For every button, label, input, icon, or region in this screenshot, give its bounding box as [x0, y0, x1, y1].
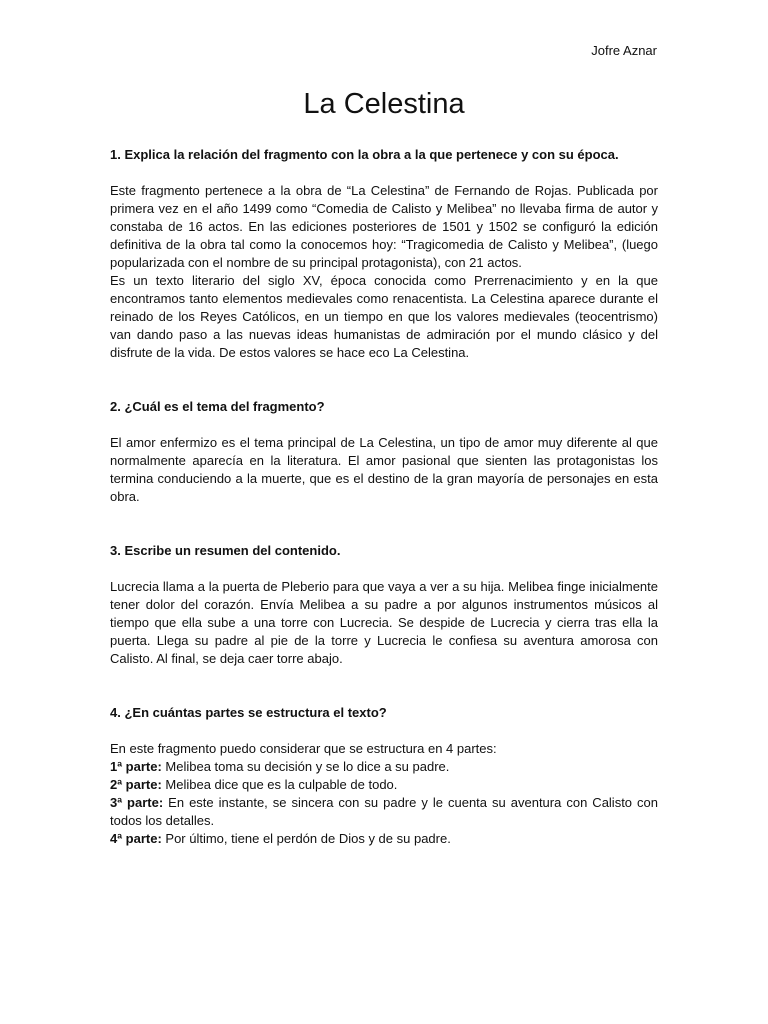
- section-1: [110, 146, 658, 362]
- part-text: Melibea toma su decisión y se lo dice a su padre.: [161, 759, 450, 774]
- part-item-3: [110, 794, 658, 830]
- part-label: 3ª parte:: [110, 795, 164, 810]
- question-3: 3. Escribe un resumen del contenido.: [110, 543, 341, 558]
- part-item-4: [110, 830, 658, 848]
- section-2: [110, 398, 658, 506]
- answer-3-paragraph-1: Lucrecia llama a la puerta de Pleberio para que vaya a ver a su hija. Melibea finge inicialmente tener dolor del corazón. Envía Melibea a su padre a por algunos instrumentos músicos al tiempo que ella sube a una torre con Lucrecia. Se despide de Lucrecia y cierra tras ella la puerta. Llega su padre al pie de la torre y Lucrecia le confiesa su aventura amorosa con Calisto. Al final, se deja caer torre abajo.: [110, 579, 658, 666]
- section-4: [110, 704, 658, 848]
- part-text: En este instante, se sincera con su padre y le cuenta su aventura con Calisto con todos los detalles.: [110, 795, 659, 828]
- section-3: [110, 542, 658, 668]
- answer-1-paragraph-1: Este fragmento pertenece a la obra de “La Celestina” de Fernando de Rojas. Publicada por primera vez en el año 1499 como “Comedia de Calisto y Melibea” no llevaba firma de autor y constaba de 16 actos. En las ediciones posteriores de 1501 y 1502 se configuró la edición definitiva de la obra tal como la conocemos hoy: “Tragicomedia de Calisto y Melibea”, (luego popularizada con el nombre de su principal protagonista), con 21 actos.: [110, 183, 658, 270]
- document-body: [110, 146, 658, 848]
- part-text: Melibea dice que es la culpable de todo.: [161, 777, 398, 792]
- document-title: La Celestina: [303, 88, 465, 120]
- part-item-1: [110, 758, 658, 776]
- question-2: 2. ¿Cuál es el tema del fragmento?: [110, 399, 325, 414]
- answer-1-paragraph-2: Es un texto literario del siglo XV, época conocida como Prerrenacimiento y en la que encontramos tanto elementos medievales como renacentista. La Celestina aparece durante el reinado de los Reyes Católicos, en un tiempo en que los valores medievales (teocentrismo) van dando paso a las nuevas ideas humanistas de admiración por el mundo clásico y del disfrute de la vida. De estos valores se hace eco La Celestina.: [110, 273, 658, 360]
- question-4: 4. ¿En cuántas partes se estructura el texto?: [110, 705, 387, 720]
- part-label: 1ª parte:: [110, 759, 162, 774]
- author-name: Jofre Aznar: [591, 43, 657, 58]
- part-text: Por último, tiene el perdón de Dios y de su padre.: [161, 831, 451, 846]
- part-item-2: [110, 776, 658, 794]
- question-1: 1. Explica la relación del fragmento con la obra a la que pertenece y con su época.: [110, 147, 619, 162]
- answer-2-paragraph-1: El amor enfermizo es el tema principal de La Celestina, un tipo de amor muy diferente al que normalmente aparecía en la literatura. El amor pasional que sienten las protagonistas los termina conduciendo a la muerte, que es el destino de la gran mayoría de personajes en esta obra.: [110, 435, 658, 504]
- part-label: 4ª parte:: [110, 831, 162, 846]
- part-label: 2ª parte:: [110, 777, 162, 792]
- answer-4-intro: En este fragmento puedo considerar que se estructura en 4 partes:: [110, 741, 497, 756]
